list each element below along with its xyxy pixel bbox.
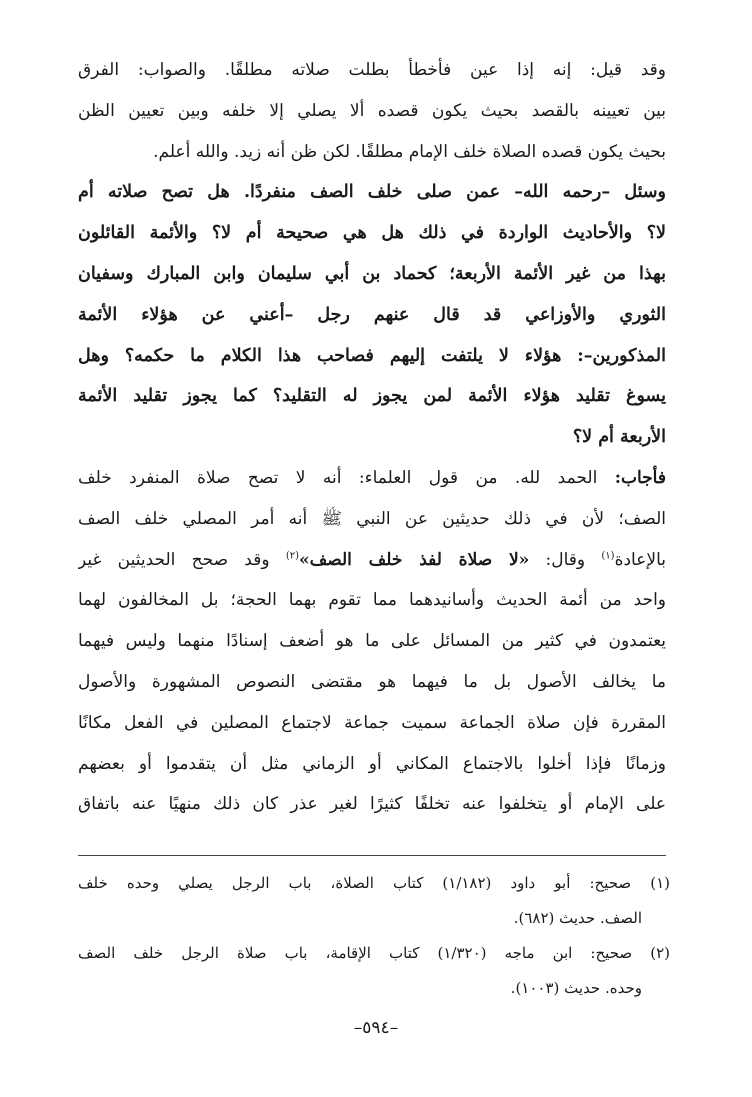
answer-line: يعتمدون في كثير من المسائل على ما هو أضعف إسنادًا منهما وليس فيهما (78, 631, 666, 652)
question-line: المذكورين–: هؤلاء لا يلتفت إليهم فصاحب هذا الكلام ما حكمه؟ وهل (78, 345, 666, 366)
answer-line: على الإمام أو يتخلفوا عنه تخلفًا كثيرًا لغير عذر كان ذلك منهيًا عنه باتفاق (78, 794, 666, 815)
footnote-1: (١) صحيح: أبو داود (١/١٨٢) كتاب الصلاة، باب الرجل يصلي وحده خلف (78, 874, 670, 892)
answer-line: الصف؛ لأن في ذلك حديثين عن النبي ﷺ أنه أمر المصلي خلف الصف (78, 508, 666, 529)
answer-line (78, 540, 666, 581)
question-line: وسئل –رحمه الله– عمن صلى خلف الصف منفردًا. هل تصح صلاته أم (78, 182, 666, 203)
answer-line: واحد من أئمة الحديث وأسانيدهما مما تقوم بهما الحجة؛ بل المخالفون لهما (78, 590, 666, 611)
text-line: وقد قيل: إنه إذا عين فأخطأ بطلت صلاته مطلقًا. والصواب: الفرق (78, 60, 666, 80)
answer-line: المقررة فإن صلاة الجماعة سميت جماعة لاجتماع المصلين في الفعل مكانًا (78, 712, 666, 733)
main-text (78, 50, 666, 825)
answer-text: بالإعادة (614, 549, 666, 570)
answer-text: وقال: (529, 549, 602, 570)
answer-line: ما يخالف الأصول بل ما فيهما هو مقتضى النصوص المشهورة والأصول (78, 671, 666, 692)
answer-text: الحمد لله. من قول العلماء: أنه لا تصح صلاة المنفرد خلف (78, 467, 615, 488)
footnotes (78, 866, 670, 1006)
answer-text: وقد صحح الحديثين غير (78, 549, 286, 570)
text-line: بحيث يكون قصده الصلاة خلف الإمام مطلقًا. لكن ظن أنه زيد. والله أعلم. (153, 141, 666, 162)
footnote-2-cont: وحده. حديث (١٠٠٣). (510, 979, 642, 997)
footnote-2: (٢) صحيح: ابن ماجه (١/٣٢٠) كتاب الإقامة، باب صلاة الرجل خلف الصف (78, 944, 670, 962)
footnote-1-cont: الصف. حديث (٦٨٢). (513, 909, 642, 927)
question-line: بهذا من غير الأئمة الأربعة؛ كحماد بن أبي سليمان وابن المبارك وسفيان (78, 263, 666, 284)
answer-line (78, 458, 666, 499)
question-line: يسوغ تقليد هؤلاء الأئمة لمن يجوز له التقليد؟ كما يجوز تقليد الأئمة (78, 386, 666, 407)
footnote-ref-1[interactable]: (١) (601, 549, 615, 561)
question-line: الثوري والأوزاعي قد قال عنهم رجل –أعني عن هؤلاء الأئمة (78, 304, 666, 325)
page-number: –٥٩٤– (353, 1018, 399, 1038)
hadith-quote: «لا صلاة لفذ خلف الصف» (299, 549, 530, 570)
text-line: بين تعيينه بالقصد بحيث يكون قصده ألا يصلي إلا خلفه وبين تعيين الظن (78, 100, 666, 121)
answer-lead: فأجاب: (614, 467, 666, 488)
question-line: الأربعة أم لا؟ (572, 427, 666, 448)
question-line: لا؟ والأحاديث الواردة في ذلك هل هي صحيحة أم لا؟ والأئمة القائلون (78, 223, 666, 244)
answer-line: وزمانًا فإذا أخلوا بالاجتماع المكاني أو الزماني مثل أن يتقدموا أو بعضهم (78, 753, 666, 774)
footnote-ref-2[interactable]: (٢) (285, 549, 300, 561)
footnote-separator (78, 855, 666, 856)
